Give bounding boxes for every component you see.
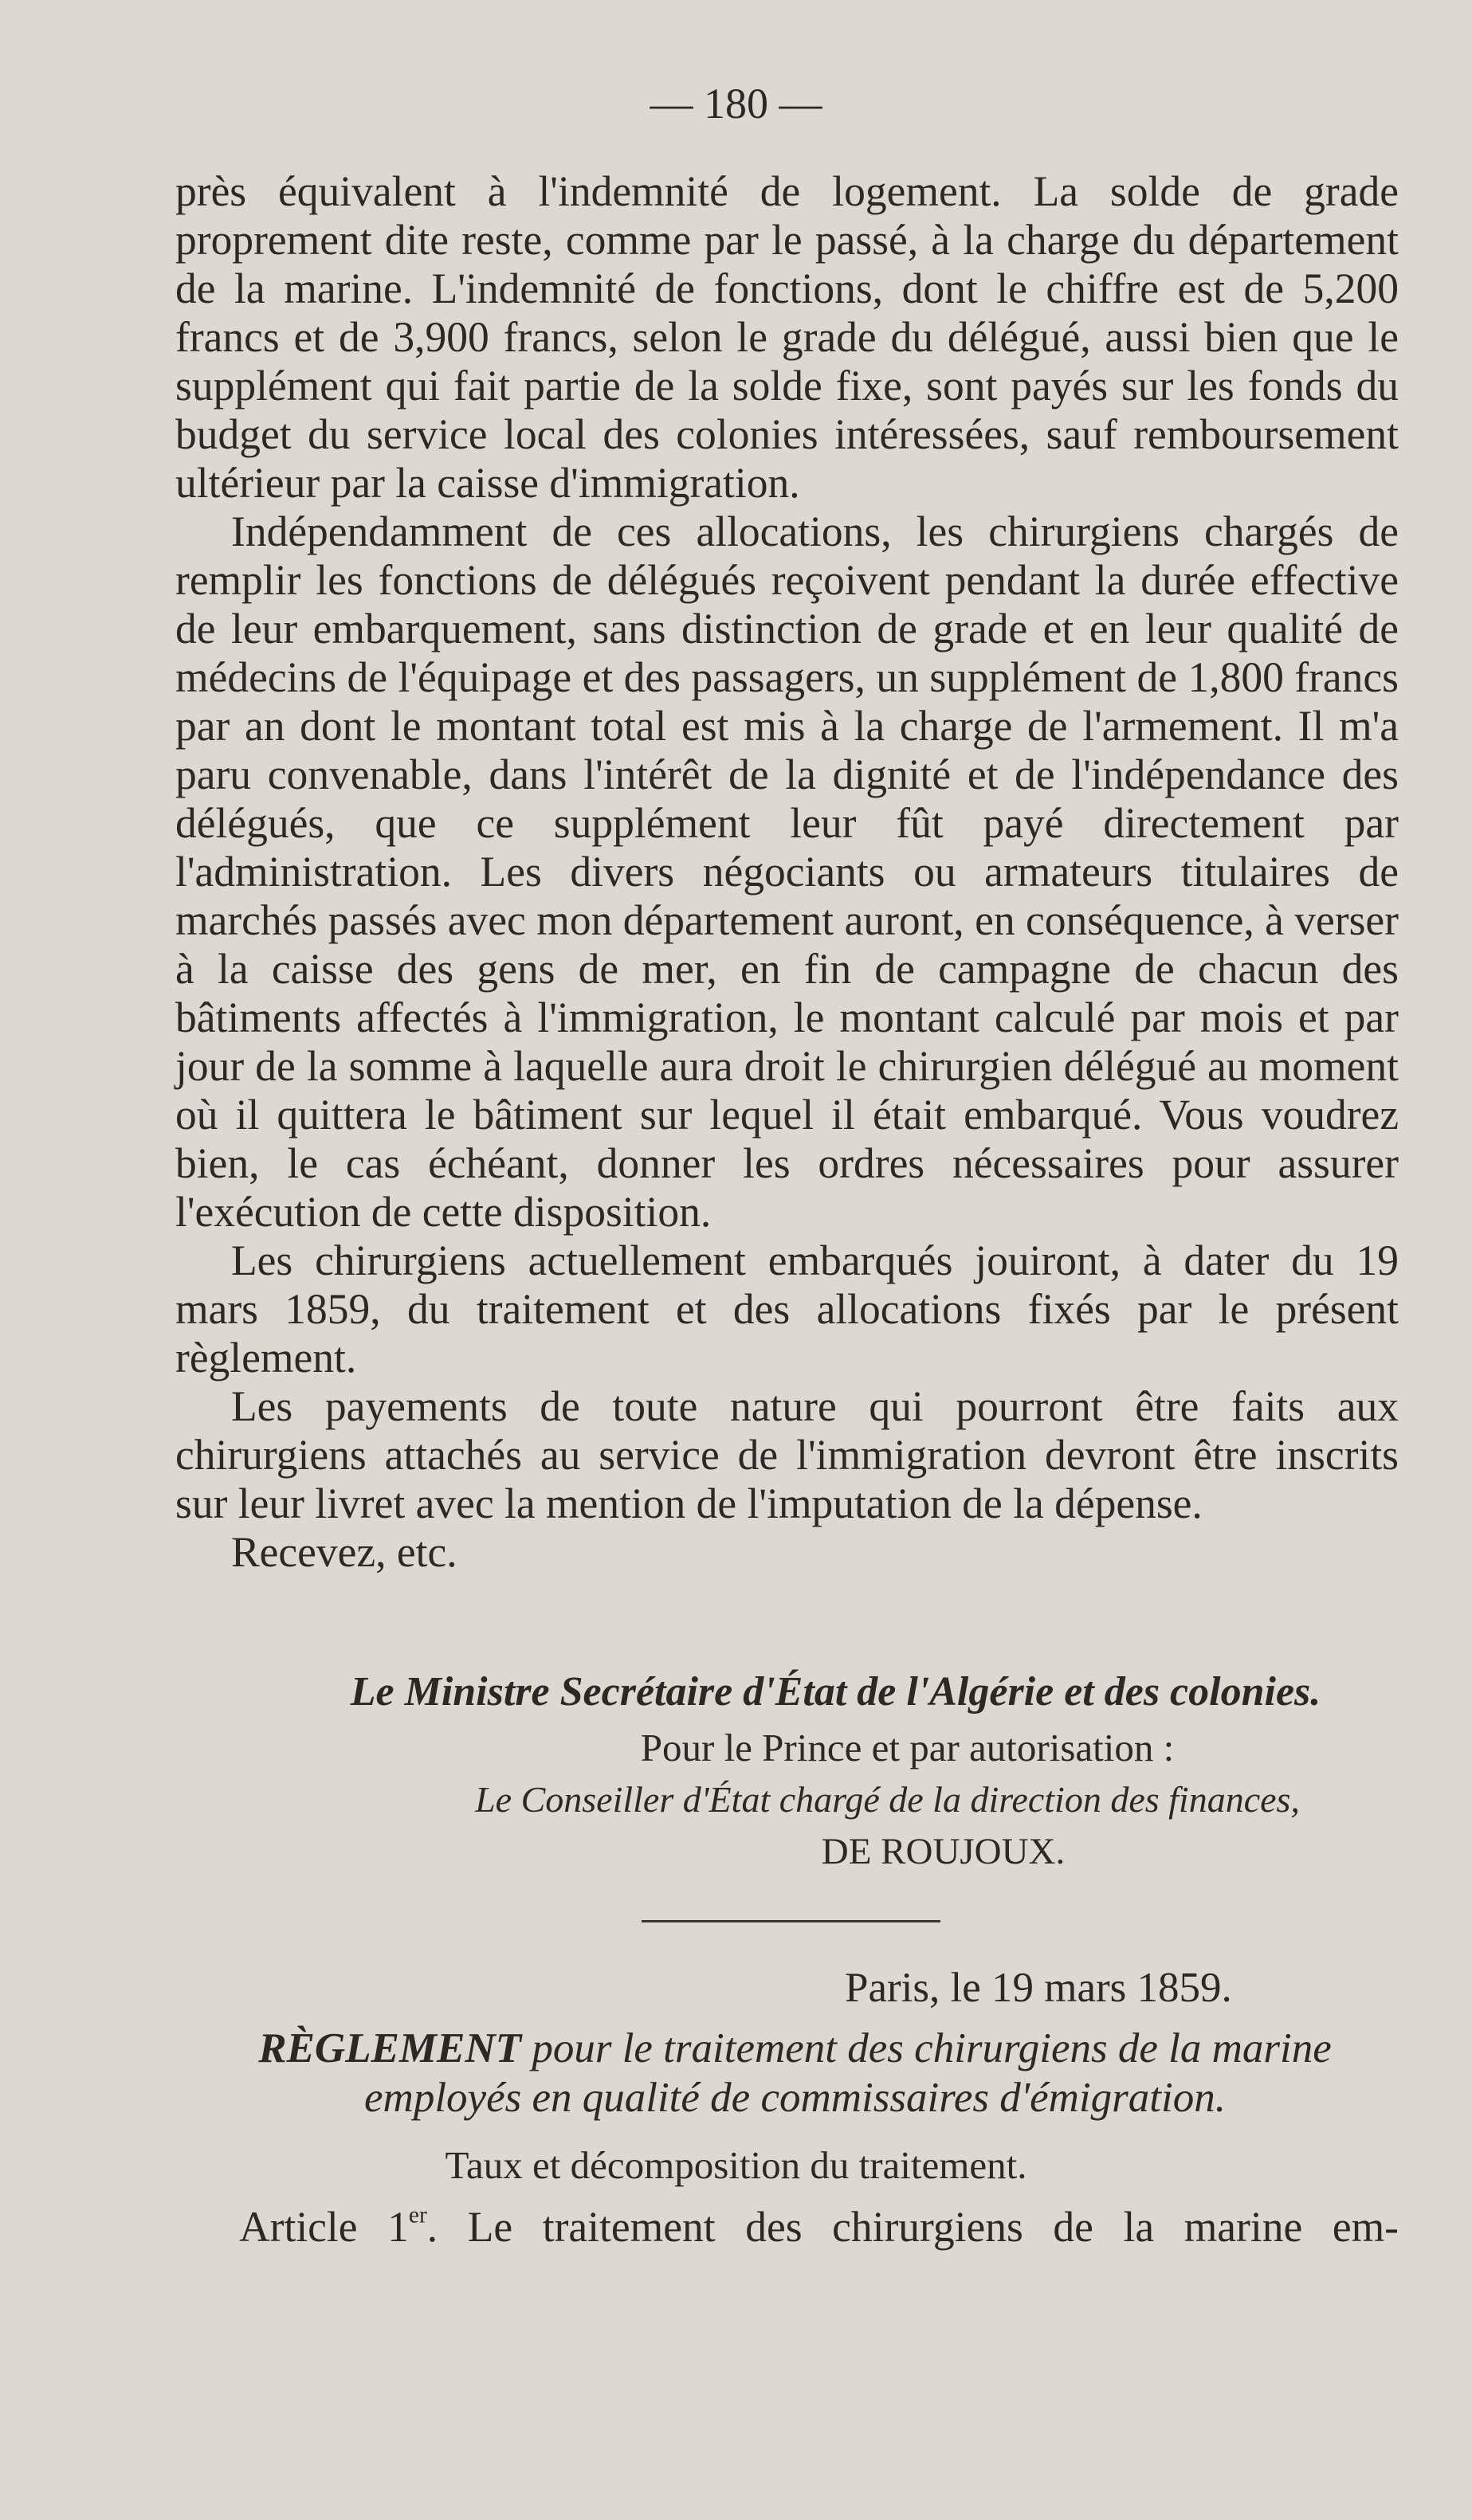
article-1 [239, 2203, 1399, 2252]
article-label-superscript: er [408, 2202, 427, 2228]
reglement-heading [191, 2024, 1399, 2122]
page-number: — 180 — [650, 80, 822, 127]
section-title: Taux et décomposition du traitement. [445, 2143, 1027, 2187]
letter-body [175, 167, 1399, 1577]
reglement-title: pour le traitement des chirurgiens de la marine employés en qualité de commissaires d'émigration. [364, 2025, 1332, 2121]
paragraph: près équivalent à l'indemnité de logement. La solde de grade proprement dite reste, comme par le passé, à la charge du département de la marine. L'indemnité de fonctions, dont le chiffre est de 5,200 francs et de 3,900 francs, selon le grade du délégué, aussi bien que le supplément qui fait partie de la solde fixe, sont payés sur les fonds du budget du service local des colonies intéressées, sauf remboursement ultérieur par la caisse d'immigration. [175, 167, 1399, 507]
official-title: Le Conseiller d'État chargé de la direction des finances, [475, 1779, 1300, 1820]
minister-signature: Le Ministre Secrétaire d'État de l'Algérie et des colonies. [350, 1669, 1321, 1715]
divider-rule [642, 1920, 940, 1922]
authorization-line: Pour le Prince et par autorisation : [640, 1726, 1175, 1769]
official-name: DE ROUJOUX. [821, 1831, 1066, 1872]
paragraph: Les payements de toute nature qui pourront être faits aux chirurgiens attachés au service de l'immigration devront être inscrits sur leur livret avec la mention de l'imputation de la dépense. [175, 1382, 1399, 1527]
article-label: Article 1 [239, 2203, 409, 2251]
reglement-lead: RÈGLEMENT [258, 2025, 522, 2071]
paragraph: Indépendamment de ces allocations, les chirurgiens chargés de remplir les fonctions de délégués reçoivent pendant la durée effective de leur embarquement, sans distinction de grade et en leur qualité de médecins de l'équipage et des passagers, un supplément de 1,800 francs par an dont le montant total est mis à la charge de l'armement. Il m'a paru convenable, dans l'intérêt de la dignité et de l'indépendance des délégués, que ce supplément leur fût payé directement par l'administration. Les divers négociants ou armateurs titulaires de marchés passés avec mon département auront, en conséquence, à verser à la caisse des gens de mer, en fin de campagne de chacun des bâtiments affectés à l'immigration, le montant calculé par mois et par jour de la somme à laquelle aura droit le chirurgien délégué au moment où il quittera le bâtiment sur lequel il était embarqué. Vous voudrez bien, le cas échéant, donner les ordres nécessaires pour assurer l'exécution de cette disposition. [175, 508, 1399, 1236]
date-line: Paris, le 19 mars 1859. [845, 1965, 1232, 2011]
closing-salutation: Recevez, etc. [231, 1528, 457, 1576]
paragraph: Les chirurgiens actuellement embarqués jouiront, à dater du 19 mars 1859, du traitement et des allocations fixés par le présent règlement. [175, 1236, 1399, 1381]
article-text: . Le traitement des chirurgiens de la marine em- [426, 2203, 1399, 2251]
